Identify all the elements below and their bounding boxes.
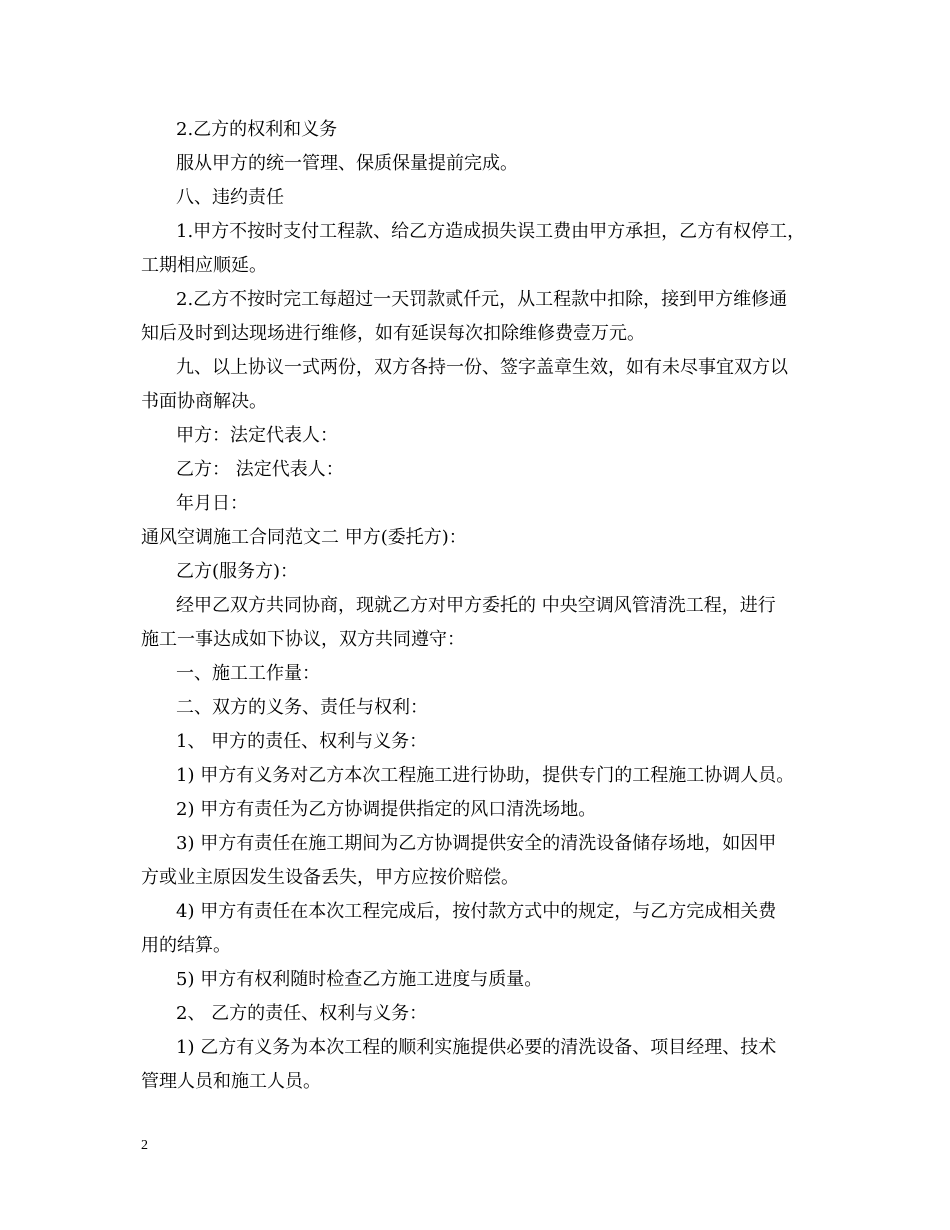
- text-line: 2.乙方不按时完工每超过一天罚款贰仟元，从工程款中扣除，接到甲方维修通: [176, 289, 788, 310]
- date-line: 年月日：: [176, 493, 248, 514]
- text-line: 施工一事达成如下协议，双方共同遵守：: [141, 629, 465, 650]
- list-item: 3) 甲方有责任在施工期间为乙方协调提供安全的清洗设备储存场地，如因甲: [176, 833, 777, 854]
- document-title-line: 通风空调施工合同范文二 甲方(委托方)：: [141, 527, 467, 548]
- section-heading: 一、施工工作量：: [176, 663, 320, 684]
- list-item-continuation: 方或业主原因发生设备丢失，甲方应按价赔偿。: [141, 867, 519, 888]
- subsection-heading: 1、 甲方的责任、权利与义务：: [176, 731, 428, 752]
- text-line: 工期相应顺延。: [141, 255, 267, 276]
- list-item: 4) 甲方有责任在本次工程完成后，按付款方式中的规定，与乙方完成相关费: [176, 901, 777, 922]
- signature-line: 乙方： 法定代表人：: [176, 459, 344, 480]
- text-line: 1.甲方不按时支付工程款、给乙方造成损失误工费由甲方承担，乙方有权停工，: [176, 221, 806, 242]
- text-line: 服从甲方的统一管理、保质保量提前完成。: [176, 153, 518, 174]
- list-item-continuation: 管理人员和施工人员。: [141, 1071, 321, 1092]
- text-line: 2.乙方的权利和义务: [176, 119, 338, 140]
- list-item-continuation: 用的结算。: [141, 935, 231, 956]
- text-line: 乙方(服务方)：: [176, 561, 299, 582]
- text-line: 经甲乙双方共同协商，现就乙方对甲方委托的 中央空调风管清洗工程，进行: [176, 595, 776, 616]
- list-item: 1) 乙方有义务为本次工程的顺利实施提供必要的清洗设备、项目经理、技术: [176, 1037, 777, 1058]
- text-line: 书面协商解决。: [141, 391, 267, 412]
- section-heading: 八、违约责任: [176, 187, 284, 208]
- section-heading: 九、以上协议一式两份，双方各持一份、签字盖章生效，如有未尽事宜双方以: [176, 357, 788, 378]
- text-line: 知后及时到达现场进行维修，如有延误每次扣除维修费壹万元。: [141, 323, 645, 344]
- subsection-heading: 2、 乙方的责任、权利与义务：: [176, 1003, 428, 1024]
- list-item: 1) 甲方有义务对乙方本次工程施工进行协助，提供专门的工程施工协调人员。: [176, 765, 795, 786]
- list-item: 2) 甲方有责任为乙方协调提供指定的风口清洗场地。: [176, 799, 597, 820]
- signature-line: 甲方：法定代表人：: [176, 425, 338, 446]
- page-number: 2: [141, 1138, 148, 1153]
- list-item: 5) 甲方有权利随时检查乙方施工进度与质量。: [176, 969, 543, 990]
- section-heading: 二、双方的义务、责任与权利：: [176, 697, 428, 718]
